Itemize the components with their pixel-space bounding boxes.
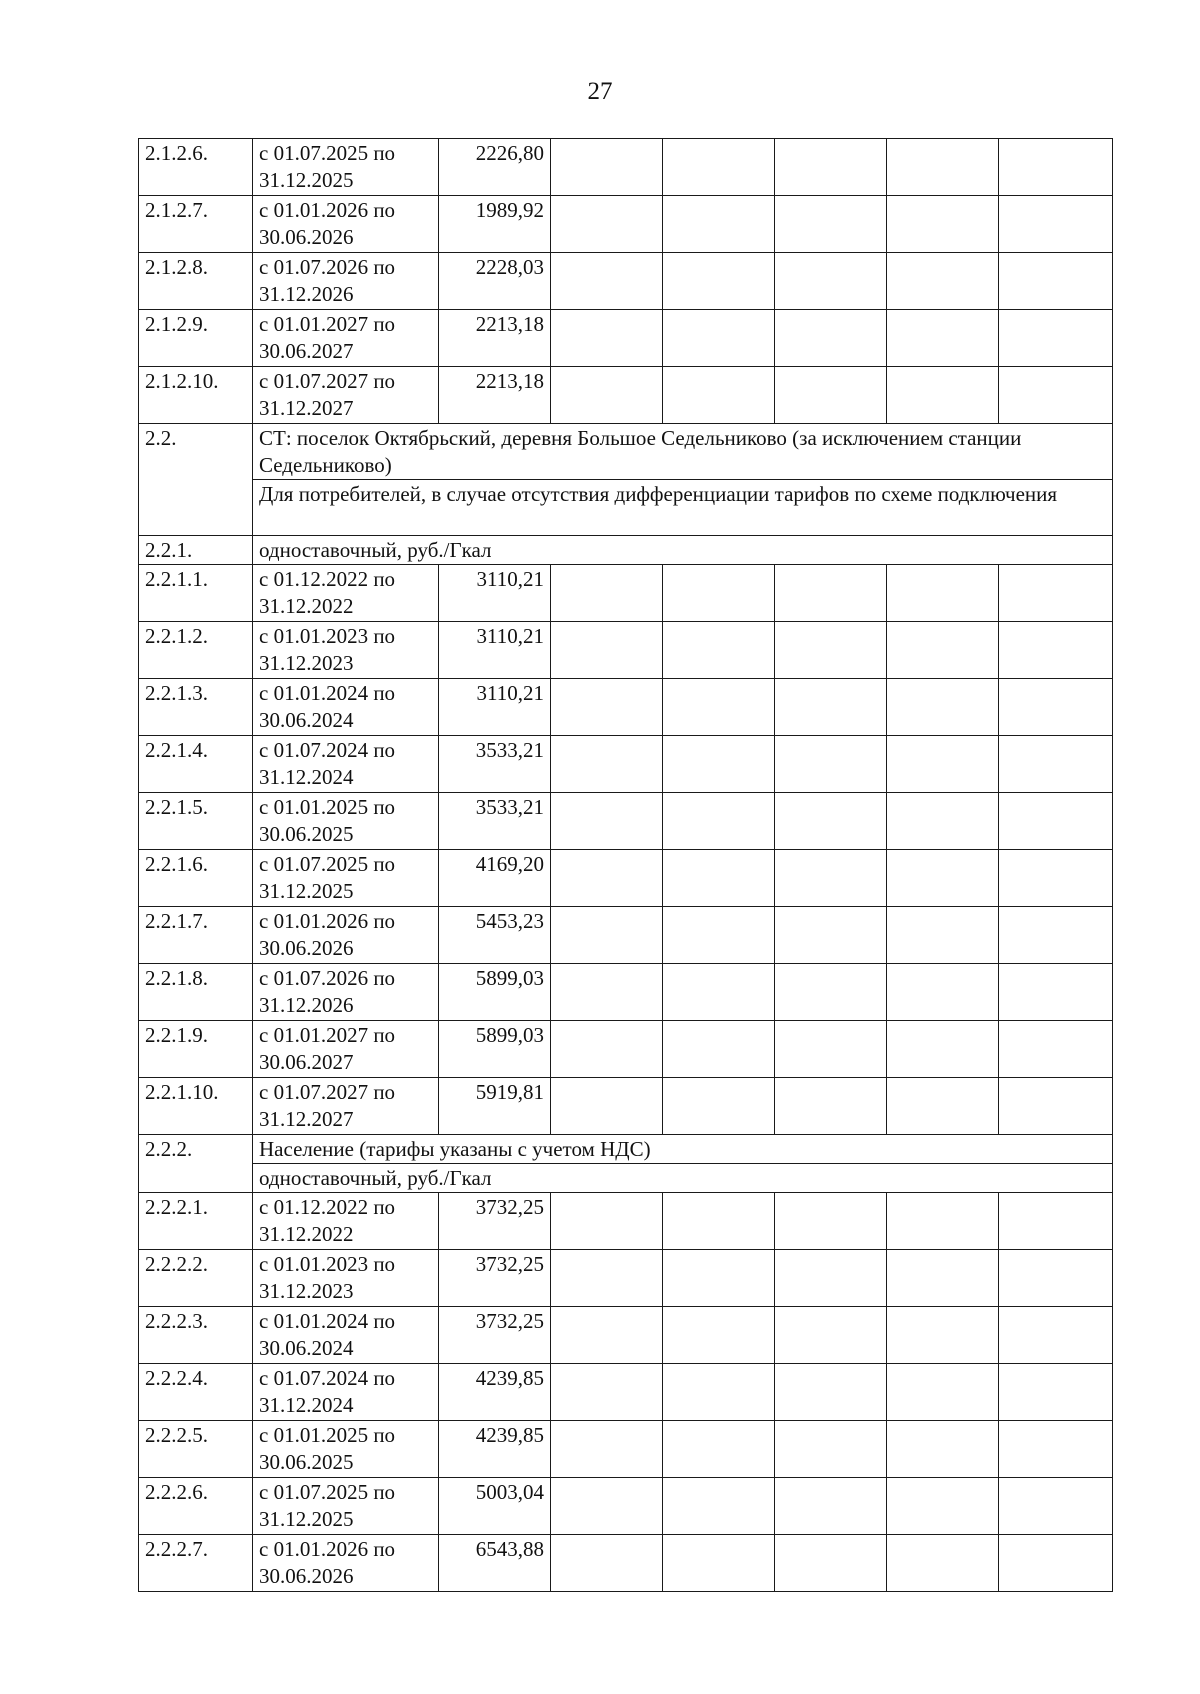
empty-cell — [887, 679, 999, 736]
empty-cell — [887, 139, 999, 196]
row-number: 2.2.2.1. — [139, 1193, 253, 1250]
period-cell — [253, 793, 439, 850]
row-number: 2.2.2.3. — [139, 1307, 253, 1364]
period-start: с 01.07.2025 по — [259, 852, 396, 876]
empty-cell — [663, 850, 775, 907]
empty-cell — [999, 736, 1113, 793]
empty-cell — [999, 310, 1113, 367]
period-end: 31.12.2023 — [259, 651, 354, 675]
row-number: 2.1.2.6. — [139, 139, 253, 196]
table-row — [139, 1421, 1113, 1478]
period-end: 31.12.2025 — [259, 1507, 354, 1531]
tariff-value: 2213,18 — [439, 367, 551, 424]
empty-cell — [775, 1535, 887, 1592]
period-start: с 01.07.2024 по — [259, 738, 396, 762]
subsection-header-row — [139, 536, 1113, 565]
empty-cell — [551, 1193, 663, 1250]
empty-cell — [775, 253, 887, 310]
empty-cell — [775, 1078, 887, 1135]
table-row — [139, 196, 1113, 253]
empty-cell — [999, 1250, 1113, 1307]
empty-cell — [999, 367, 1113, 424]
period-cell — [253, 1535, 439, 1592]
period-start: с 01.01.2026 по — [259, 1537, 396, 1561]
period-end: 30.06.2027 — [259, 339, 354, 363]
period-end: 30.06.2024 — [259, 1336, 354, 1360]
empty-cell — [887, 196, 999, 253]
row-number: 2.2.1.1. — [139, 565, 253, 622]
empty-cell — [663, 196, 775, 253]
period-start: с 01.01.2025 по — [259, 795, 396, 819]
empty-cell — [775, 907, 887, 964]
subsection-number: 2.2.1. — [139, 536, 253, 565]
empty-cell — [775, 622, 887, 679]
empty-cell — [551, 1421, 663, 1478]
row-number: 2.2.1.2. — [139, 622, 253, 679]
empty-cell — [775, 850, 887, 907]
period-cell — [253, 565, 439, 622]
period-end: 30.06.2026 — [259, 936, 354, 960]
period-end: 31.12.2024 — [259, 765, 354, 789]
empty-cell — [999, 850, 1113, 907]
tariff-value: 4169,20 — [439, 850, 551, 907]
period-cell — [253, 850, 439, 907]
row-number: 2.2.2.2. — [139, 1250, 253, 1307]
tariff-value: 5919,81 — [439, 1078, 551, 1135]
tariff-value: 2213,18 — [439, 310, 551, 367]
period-start: с 01.07.2026 по — [259, 255, 396, 279]
empty-cell — [775, 679, 887, 736]
empty-cell — [887, 1535, 999, 1592]
subsection-label: одноставочный, руб./Гкал — [253, 1164, 1113, 1193]
table-row — [139, 1307, 1113, 1364]
row-number: 2.2.1.5. — [139, 793, 253, 850]
period-end: 30.06.2024 — [259, 708, 354, 732]
empty-cell — [551, 679, 663, 736]
row-number: 2.2.1.9. — [139, 1021, 253, 1078]
tariff-value: 3533,21 — [439, 793, 551, 850]
empty-cell — [887, 850, 999, 907]
period-start: с 01.01.2026 по — [259, 198, 396, 222]
empty-cell — [775, 1364, 887, 1421]
row-number: 2.1.2.7. — [139, 196, 253, 253]
table-row — [139, 1250, 1113, 1307]
empty-cell — [999, 622, 1113, 679]
period-cell — [253, 622, 439, 679]
period-start: с 01.01.2025 по — [259, 1423, 396, 1447]
empty-cell — [551, 1307, 663, 1364]
empty-cell — [887, 310, 999, 367]
period-start: с 01.07.2027 по — [259, 1080, 396, 1104]
empty-cell — [551, 565, 663, 622]
section-subtitle: Для потребителей, в случае отсутствия дифференциации тарифов по схеме подключения — [253, 480, 1113, 536]
table-row — [139, 964, 1113, 1021]
empty-cell — [887, 1021, 999, 1078]
row-number: 2.2.1.10. — [139, 1078, 253, 1135]
empty-cell — [999, 1535, 1113, 1592]
row-number: 2.2.2.4. — [139, 1364, 253, 1421]
empty-cell — [775, 1250, 887, 1307]
table-row — [139, 622, 1113, 679]
empty-cell — [887, 1078, 999, 1135]
empty-cell — [775, 1478, 887, 1535]
empty-cell — [663, 679, 775, 736]
empty-cell — [551, 1250, 663, 1307]
period-end: 31.12.2023 — [259, 1279, 354, 1303]
period-end: 31.12.2027 — [259, 396, 354, 420]
period-end: 31.12.2027 — [259, 1107, 354, 1131]
empty-cell — [663, 310, 775, 367]
period-cell — [253, 310, 439, 367]
empty-cell — [551, 964, 663, 1021]
tariff-value: 6543,88 — [439, 1535, 551, 1592]
empty-cell — [887, 367, 999, 424]
empty-cell — [887, 1307, 999, 1364]
tariff-value: 5003,04 — [439, 1478, 551, 1535]
table-row — [139, 793, 1113, 850]
tariff-value: 3732,25 — [439, 1307, 551, 1364]
page-number: 27 — [587, 78, 613, 105]
section-number: 2.2. — [139, 424, 253, 536]
period-end: 30.06.2027 — [259, 1050, 354, 1074]
tariff-table — [138, 138, 1113, 1592]
empty-cell — [775, 1307, 887, 1364]
tariff-value: 5899,03 — [439, 1021, 551, 1078]
row-number: 2.2.1.8. — [139, 964, 253, 1021]
empty-cell — [999, 1193, 1113, 1250]
empty-cell — [551, 310, 663, 367]
period-start: с 01.01.2027 по — [259, 312, 396, 336]
empty-cell — [775, 367, 887, 424]
empty-cell — [551, 622, 663, 679]
empty-cell — [663, 1250, 775, 1307]
period-start: с 01.12.2022 по — [259, 1195, 396, 1219]
period-end: 31.12.2026 — [259, 282, 354, 306]
period-start: с 01.12.2022 по — [259, 567, 396, 591]
tariff-value: 1989,92 — [439, 196, 551, 253]
table-row — [139, 679, 1113, 736]
period-cell — [253, 196, 439, 253]
empty-cell — [663, 139, 775, 196]
period-cell — [253, 1193, 439, 1250]
empty-cell — [999, 1364, 1113, 1421]
empty-cell — [887, 1250, 999, 1307]
empty-cell — [551, 907, 663, 964]
row-number: 2.1.2.10. — [139, 367, 253, 424]
tariff-value: 3732,25 — [439, 1193, 551, 1250]
tariff-value: 3533,21 — [439, 736, 551, 793]
empty-cell — [551, 1535, 663, 1592]
period-end: 31.12.2025 — [259, 168, 354, 192]
empty-cell — [663, 1421, 775, 1478]
empty-cell — [551, 1364, 663, 1421]
section-subtitle-row — [139, 480, 1113, 536]
empty-cell — [775, 139, 887, 196]
empty-cell — [551, 850, 663, 907]
period-start: с 01.07.2025 по — [259, 1480, 396, 1504]
table-row — [139, 1535, 1113, 1592]
subsection-label-row — [139, 1164, 1113, 1193]
empty-cell — [663, 1078, 775, 1135]
period-cell — [253, 1364, 439, 1421]
empty-cell — [551, 793, 663, 850]
empty-cell — [775, 1193, 887, 1250]
tariff-value: 4239,85 — [439, 1364, 551, 1421]
empty-cell — [775, 565, 887, 622]
row-number: 2.2.1.6. — [139, 850, 253, 907]
table-row — [139, 139, 1113, 196]
empty-cell — [999, 139, 1113, 196]
period-cell — [253, 1021, 439, 1078]
empty-cell — [999, 565, 1113, 622]
row-number: 2.2.1.7. — [139, 907, 253, 964]
empty-cell — [887, 253, 999, 310]
table-row — [139, 1193, 1113, 1250]
tariff-value: 3732,25 — [439, 1250, 551, 1307]
tariff-value: 5899,03 — [439, 964, 551, 1021]
subsection-header-row — [139, 1135, 1113, 1164]
empty-cell — [775, 964, 887, 1021]
table-row — [139, 736, 1113, 793]
empty-cell — [887, 793, 999, 850]
period-end: 30.06.2026 — [259, 1564, 354, 1588]
empty-cell — [551, 196, 663, 253]
empty-cell — [551, 1021, 663, 1078]
empty-cell — [663, 907, 775, 964]
period-start: с 01.07.2024 по — [259, 1366, 396, 1390]
empty-cell — [775, 196, 887, 253]
subsection-title: Население (тарифы указаны с учетом НДС) — [253, 1135, 1113, 1164]
empty-cell — [551, 253, 663, 310]
empty-cell — [999, 1021, 1113, 1078]
table-row — [139, 1478, 1113, 1535]
empty-cell — [551, 1478, 663, 1535]
empty-cell — [887, 1364, 999, 1421]
empty-cell — [551, 736, 663, 793]
table-row — [139, 1078, 1113, 1135]
row-number: 2.2.1.4. — [139, 736, 253, 793]
empty-cell — [663, 1021, 775, 1078]
period-start: с 01.07.2027 по — [259, 369, 396, 393]
period-end: 30.06.2025 — [259, 1450, 354, 1474]
tariff-value: 4239,85 — [439, 1421, 551, 1478]
empty-cell — [663, 1193, 775, 1250]
empty-cell — [663, 565, 775, 622]
row-number: 2.2.2.6. — [139, 1478, 253, 1535]
empty-cell — [663, 367, 775, 424]
empty-cell — [663, 1307, 775, 1364]
period-cell — [253, 1478, 439, 1535]
period-cell — [253, 367, 439, 424]
empty-cell — [663, 964, 775, 1021]
period-start: с 01.01.2023 по — [259, 624, 396, 648]
subsection-number: 2.2.2. — [139, 1135, 253, 1193]
empty-cell — [887, 622, 999, 679]
period-start: с 01.07.2025 по — [259, 141, 396, 165]
row-number: 2.2.2.7. — [139, 1535, 253, 1592]
section-title: СТ: поселок Октябрьский, деревня Большое Седельниково (за исключением станции Седельниково) — [253, 424, 1113, 480]
period-end: 30.06.2025 — [259, 822, 354, 846]
table-row — [139, 1021, 1113, 1078]
empty-cell — [887, 1421, 999, 1478]
empty-cell — [775, 310, 887, 367]
empty-cell — [551, 367, 663, 424]
empty-cell — [999, 1307, 1113, 1364]
period-cell — [253, 1078, 439, 1135]
row-number: 2.1.2.8. — [139, 253, 253, 310]
table-row — [139, 850, 1113, 907]
period-start: с 01.01.2024 по — [259, 1309, 396, 1333]
table-row — [139, 367, 1113, 424]
empty-cell — [887, 964, 999, 1021]
tariff-table-body — [139, 139, 1113, 1592]
section-header-row — [139, 424, 1113, 480]
empty-cell — [999, 679, 1113, 736]
empty-cell — [551, 1078, 663, 1135]
period-cell — [253, 1421, 439, 1478]
period-start: с 01.01.2024 по — [259, 681, 396, 705]
empty-cell — [887, 565, 999, 622]
empty-cell — [999, 1078, 1113, 1135]
period-end: 31.12.2026 — [259, 993, 354, 1017]
empty-cell — [887, 736, 999, 793]
empty-cell — [775, 1021, 887, 1078]
tariff-value: 2226,80 — [439, 139, 551, 196]
period-end: 31.12.2022 — [259, 1222, 354, 1246]
table-row — [139, 253, 1113, 310]
empty-cell — [887, 907, 999, 964]
tariff-value: 2228,03 — [439, 253, 551, 310]
tariff-value: 3110,21 — [439, 679, 551, 736]
table-row — [139, 565, 1113, 622]
tariff-value: 3110,21 — [439, 565, 551, 622]
empty-cell — [887, 1193, 999, 1250]
period-end: 31.12.2025 — [259, 879, 354, 903]
empty-cell — [999, 253, 1113, 310]
empty-cell — [775, 793, 887, 850]
row-number: 2.2.2.5. — [139, 1421, 253, 1478]
empty-cell — [663, 1364, 775, 1421]
tariff-value: 5453,23 — [439, 907, 551, 964]
empty-cell — [999, 964, 1113, 1021]
period-cell — [253, 964, 439, 1021]
period-cell — [253, 139, 439, 196]
tariff-value: 3110,21 — [439, 622, 551, 679]
empty-cell — [775, 736, 887, 793]
empty-cell — [663, 1478, 775, 1535]
subsection-label: одноставочный, руб./Гкал — [253, 536, 1113, 565]
empty-cell — [999, 1478, 1113, 1535]
empty-cell — [999, 907, 1113, 964]
period-cell — [253, 1250, 439, 1307]
period-cell — [253, 736, 439, 793]
row-number: 2.1.2.9. — [139, 310, 253, 367]
empty-cell — [551, 139, 663, 196]
table-row — [139, 310, 1113, 367]
empty-cell — [663, 736, 775, 793]
period-cell — [253, 253, 439, 310]
empty-cell — [663, 793, 775, 850]
period-end: 30.06.2026 — [259, 225, 354, 249]
empty-cell — [999, 1421, 1113, 1478]
empty-cell — [663, 622, 775, 679]
empty-cell — [999, 196, 1113, 253]
period-cell — [253, 1307, 439, 1364]
empty-cell — [775, 1421, 887, 1478]
empty-cell — [663, 253, 775, 310]
period-start: с 01.01.2027 по — [259, 1023, 396, 1047]
period-start: с 01.07.2026 по — [259, 966, 396, 990]
period-end: 31.12.2024 — [259, 1393, 354, 1417]
period-cell — [253, 679, 439, 736]
table-row — [139, 1364, 1113, 1421]
period-start: с 01.01.2026 по — [259, 909, 396, 933]
period-start: с 01.01.2023 по — [259, 1252, 396, 1276]
table-row — [139, 907, 1113, 964]
empty-cell — [887, 1478, 999, 1535]
empty-cell — [999, 793, 1113, 850]
period-end: 31.12.2022 — [259, 594, 354, 618]
row-number: 2.2.1.3. — [139, 679, 253, 736]
period-cell — [253, 907, 439, 964]
empty-cell — [663, 1535, 775, 1592]
